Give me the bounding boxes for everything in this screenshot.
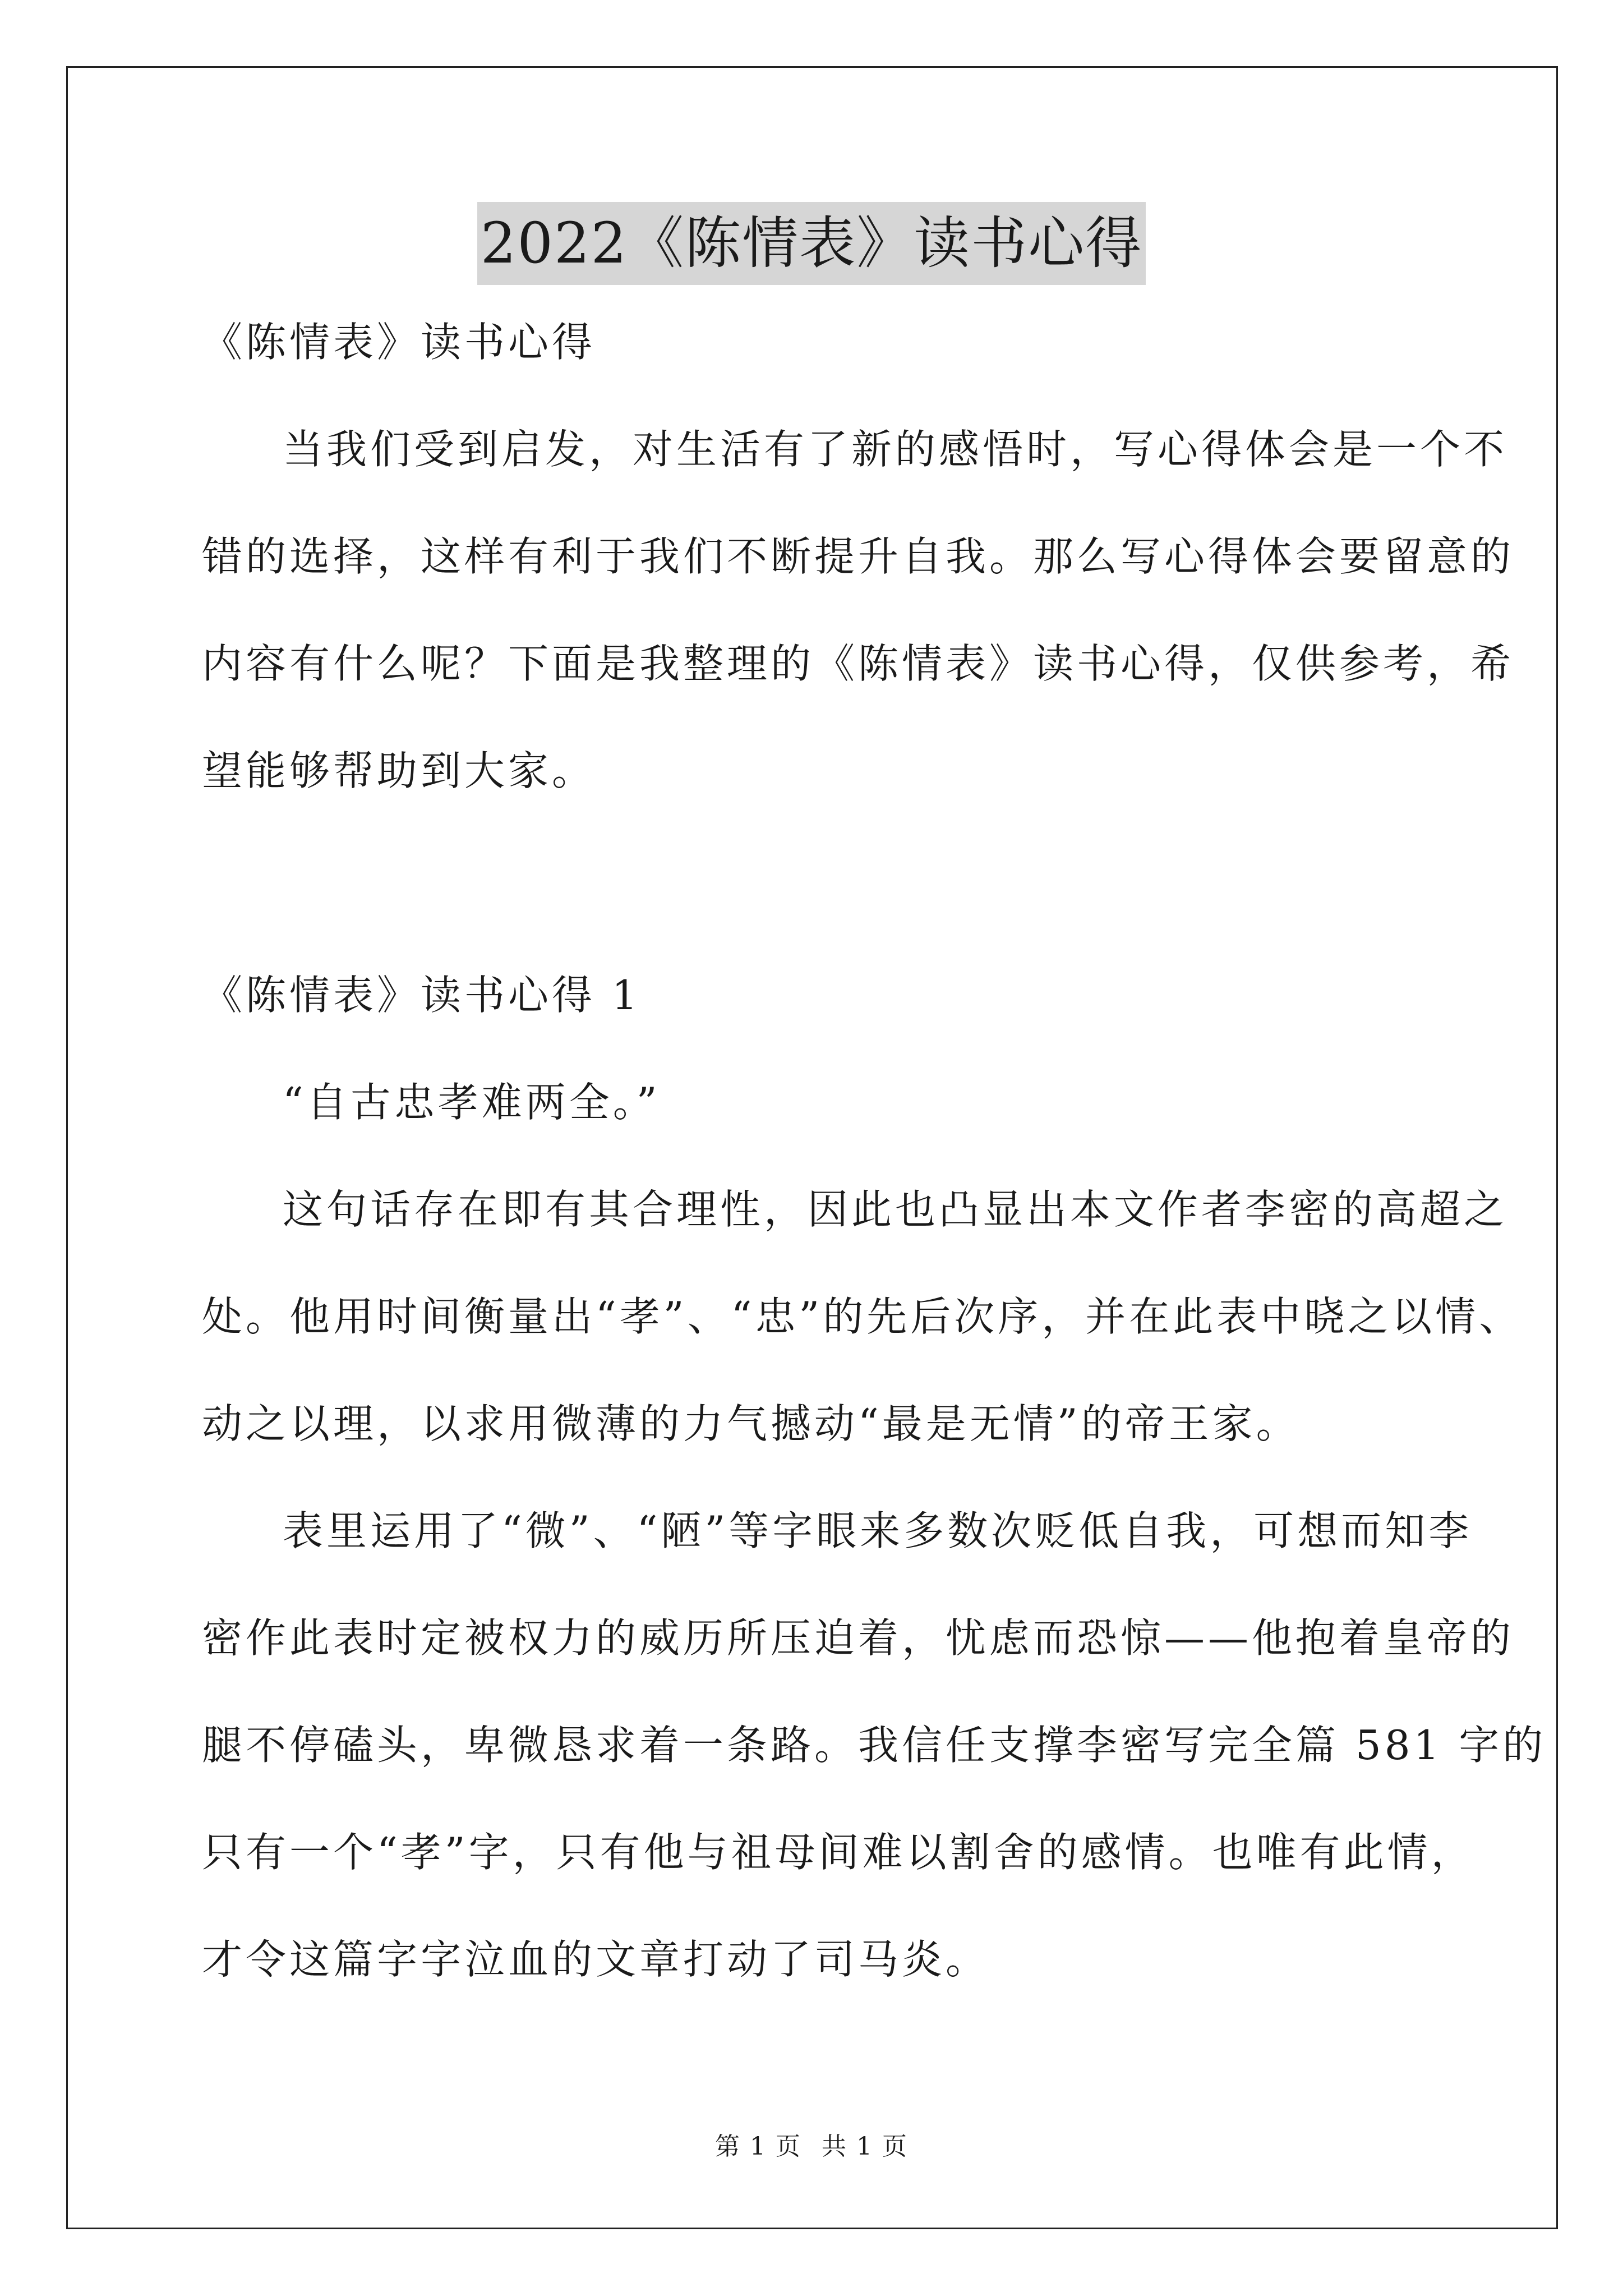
intro-line: 错的选择，这样有利于我们不断提升自我。那么写心得体会要留意的 [202, 533, 1515, 580]
paragraph-1 [202, 1181, 1523, 1452]
paragraph-line: 腿不停磕头，卑微恳求着一条路。我信任支撑李密写完全篇 581 字的 [202, 1722, 1547, 1769]
paragraph-line: 动之以理，以求用微薄的力气撼动“最是无情”的帝王家。 [202, 1400, 1300, 1447]
quote-line: “自古忠孝难两全。” [283, 1079, 661, 1126]
paragraph-line: 只有一个“孝”字，只有他与祖母间难以割舍的感情。也唯有此情， [202, 1829, 1475, 1876]
section-heading: 《陈情表》读书心得 1 [202, 972, 641, 1019]
paragraph-line: 密作此表时定被权力的威历所压迫着，忧虑而恐惊——他抱着皇帝的 [202, 1614, 1515, 1662]
paragraph-2 [202, 1503, 1547, 1987]
paragraph-line: 才令这篇字字泣血的文章打动了司马炎。 [202, 1936, 990, 1983]
intro-paragraph [202, 421, 1515, 799]
document-title: 2022《陈情表》读书心得 [477, 202, 1146, 285]
intro-line: 当我们受到启发，对生活有了新的感悟时，写心得体会是一个不 [283, 426, 1508, 473]
intro-heading: 《陈情表》读书心得 [202, 319, 596, 366]
paragraph-line: 这句话存在即有其合理性，因此也凸显出本文作者李密的高超之 [283, 1186, 1508, 1233]
paragraph-line: 处。他用时间衡量出“孝”、“忠”的先后次序，并在此表中晓之以情、 [202, 1293, 1523, 1340]
document-title-block [0, 202, 1623, 285]
page-footer [0, 2126, 1623, 2162]
paragraph-line: 表里运用了“微”、“陋”等字眼来多数次贬低自我，可想而知李 [283, 1507, 1473, 1554]
document-body [202, 314, 1547, 2039]
page-total: 共 1 页 [822, 2132, 908, 2161]
page-number: 第 1 页 [715, 2132, 801, 2161]
intro-line: 望能够帮助到大家。 [202, 747, 596, 794]
intro-line: 内容有什么呢？下面是我整理的《陈情表》读书心得，仅供参考，希 [202, 640, 1515, 687]
